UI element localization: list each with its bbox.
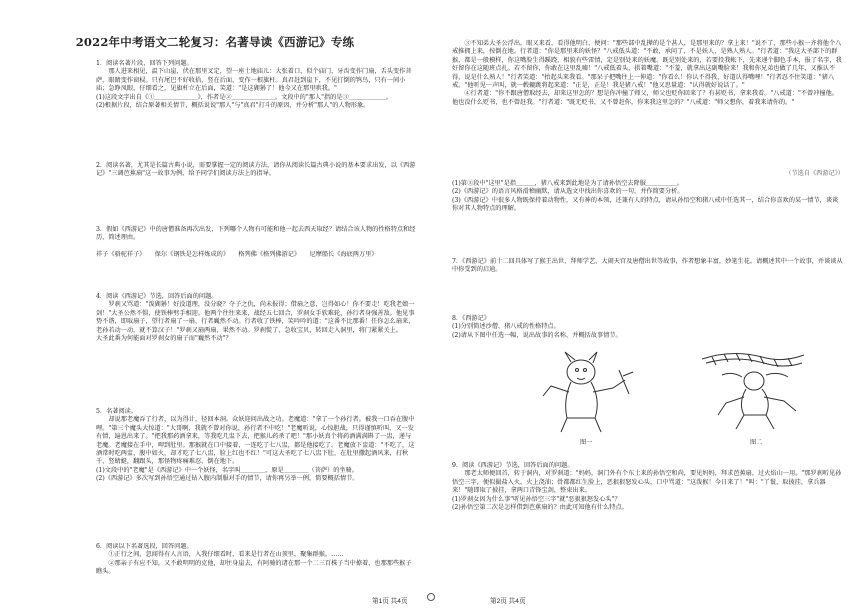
passage-6-continued: ③不知弟大圣公浮出，眼又来看，看得他明白，便问："那些部中乱撵的是个甚人，是那里来的？拿上来！"说不了，那些小猴一齐将他个八戒推拥上来，按倒在地。行者道："你是那里来的妖怪？"八戒低头道："不敢，承问了，不是妖人，是熟人熟人。"行者道："我这大圣部下的群猴，都是一般模样，你这嘴脸生得蹊跷，相貌有些雷情，定是别处来的妖魔。既是别处来的，若要投我帐下，先来递个脚色手本，报了名字，我好留你在这随班点扎。若不留你，你敢在这里乱嘘！"八戒低着头，拱着嘴道："不羞，就拿出这副嘴脸来！我和你兄弟也做了几年，又推认不得，说是什么熟人！"行者笑道："抬起头来我看。"那呆子把嘴往上一伸道："你看么！你认不得我，好道认得嘴哩！"行者忍不住笑道："猪八戒。"他听见一声叫，就一毂辘跳将起来道："正是，正是！我是猪八戒！"他又思量道："认得就好说话了。" ④行者道："你不跟唐僧取经去，却来这里怎的？想是你冲撞了师父，师父也贬你回来了？有甚贬书，拿来我看。"八戒道："不曾冲撞他。他也没什么贬书，也不曾赶我。"行者道："既无贬书，又不曾赶你，你来我这里怎的？"八戒道："师父想你，着我来请你的。" <box>452 40 842 106</box>
question-3: 3．假如《西游记》中的唐僧准备再次出发，下列哪个人物有可能和他一起去西天取经？请结合该人物的性格特点和经历，简述理由。 祥子《骆驼祥子》 保尔《钢铁是怎样炼成的》 格列佛《格列佛游记》 尼摩船长《海底两万里》 <box>96 226 416 259</box>
page-title: 2022年中考语文二轮复习：名著导读《西游记》专练 <box>75 35 355 49</box>
question-4: 4．阅读《西游记》节选，回答后面的问题。 罗刹又骂道："泼猢狲！好没道理，没分晓？夺子之仇，尚未报得；借扇之意，岂得如心！你不要走！吃我老娘一剑！"大圣公然不惧，使铁棒劈手相迎。他两个往往来来，战经五七回合，罗刹女手软难轮，孙行者身强善敌。他见事势不谐，即取扇子，望行者扇了一扇，行者巍然不动。行者收了铁棒，笑吟吟的道："这番不比那番！任你怎么扇来，老孙若动一动，就不算汉子！"罗刹又扇两扇，果然不动。罗刹慌了，急收宝贝，转回走入洞里，将门紧紧关上。 大圣此番为何能面对罗刹女的扇子而"巍然不动"？ <box>96 293 415 343</box>
figure-1-illustration <box>533 350 643 436</box>
question-7: 7．《西游记》前十二回具体写了猴王出世、拜师学艺、大闹天宫及唐僧出世等故事，作者想象丰富，妙笔生花。请概述其中一个故事，并谈谈从中你受到的启迪。 <box>452 258 843 274</box>
question-1: 1．阅读名著片段，回答下列问题。 那人进来相见，温下山崖，伏在那里叉定，望一座土地庙儿：大张着口，似个庙门，牙齿变作门扇，舌头变作菩萨，眼睛变作窗棂。只有尾巴不好收拾，竖在后面，变作一根旗杆。真君赶到崖下，不见打倒的鸨鸟，只有一间小庙；急睁凤眼，仔细看之，见旗杆立在后面，笑道："是这猢狲了！他今又在那里哄我。" (1)这段文字出自《①＿＿＿＿＿＿＿》，作者是②＿＿＿＿＿＿＿。文段中的"那人"指的是③＿＿＿＿＿＿。 (2)根据片段，结合原著相关情节，概括说说"那人"与"真君"打斗的原因，并分析"那人"的人物形象。 <box>96 60 412 110</box>
question-9: 9．阅读《西游记》节选，回答后面的问题。 那老太师便回首，转于洞内，对罗刹道："妈妈，洞门外有个东土来的孙悟空和尚，要见妈妈，拜求芭蕉扇，过火焰山一用。"那罗刹听见孙悟空三字，便似撮盐入火，火上浇油；骨都都红生脸上，恶狠狠怒发心头，口中骂道："这泼猴！今日来了！"叫："丫鬟，取披挂，拿兵器来！"随即取了披挂，拿两口青锋宝剑，整束出来。 (1)罗刹女因为什么事"听见孙悟空三字"就"恶狠狠怒发心头"？ (2)孙悟空第二次是怎样借到芭蕉扇的？由此可知他有什么特点。 <box>452 462 842 512</box>
question-6: 6．阅读以下名著选段，回答问题。 ①正行之间，忽闻得有人言语，入我仔细看时，看来是行者在山顶里，聚集群猴。…… ②那亲子有应不知，又不敢明明的克他，却往身崖去，有阿骑的诸在那一个二三百株子当中撩着，也那那些猴子瞧头。 <box>96 543 412 576</box>
question-5: 5．名著阅读。 却说那老魔吞了行者，以为得计，径回本洞。众妖迎问出战之功。老魔道："拿了一个孙行者。被我一口吞在腹中哩。"第三个魔头大惊道："大哥啊，我就不曾对你说，孙行者不中吃！"老魔听说，心惊胆战，只得谨慎听叫，又一发有情，遍恩出来了。"把我那药酒拿来，等我吃几盅下去，把猴儿药杀了吧！"那小妖真个将药酒满满斟了一盅，递与老魔。老魔接在手中，呷到肚里。那猴就在口中接着，一连吃了七八盅，都是他接吃了。老魔放下盅道："不吃了，这酒常时吃两盅，腹中如火，却才吃了七八盅，脸上红也不红！"可这大圣吃了七八盅下肚，在肚里撒起酒风来，打秋千、竖蜻蜓，翻跟头，那怪物疼痛难忍，倒在地下。 (1)文段中的"老魔"是《西游记》中一个妖怪，名字叫＿＿＿＿，原是＿＿＿＿（菩萨）的坐骑。 (2)《西游记》多次写到孙悟空通过钻入腹内制服对手的情节，请你再另举一例，简要概括情节。 <box>96 408 415 483</box>
page-number-right: 第2页 共4页 <box>490 598 526 605</box>
question-2: 2．阅读名著，尤其是长篇古典小说，需要掌握一定的阅读方法，请你从阅读长篇古典小说的基本要求出发，以《西游记》"三调芭蕉扇"这一故事为例，给予同学们阅读方法上的指导。 <box>96 162 416 178</box>
right-page <box>430 0 860 608</box>
figure-1-caption: 图一 <box>580 439 593 446</box>
figure-2-illustration <box>692 345 812 435</box>
source-note: （节选自《西游记》） <box>785 170 844 177</box>
question-6-subquestions: (1)第③段中"这里"是指＿＿＿，猪八戒来到此地是为了请孙悟空去降服＿＿＿＿＿。 (2)《西游记》的语言风格滑稽幽默，请从选文中找出你喜欢的一句，并作简要分析。 (3)《西游记》中很多人物既保持着动物性，又有神的本领，还兼有人的特点，请从孙悟空和猪八戒中任选其一，结合你喜欢的某一情节，谈谈你对其人物特点的理解。 <box>452 180 839 213</box>
question-8: 8．《西游记》 (1)分别简述沙僧、猪八戒的性格特点。 (2)请从下图中任选一幅，说出故事的名称，并概括故事情节。 <box>452 315 622 339</box>
figure-2-caption: 图二 <box>750 439 763 446</box>
page-number-left: 第1页 共4页 <box>372 598 408 605</box>
